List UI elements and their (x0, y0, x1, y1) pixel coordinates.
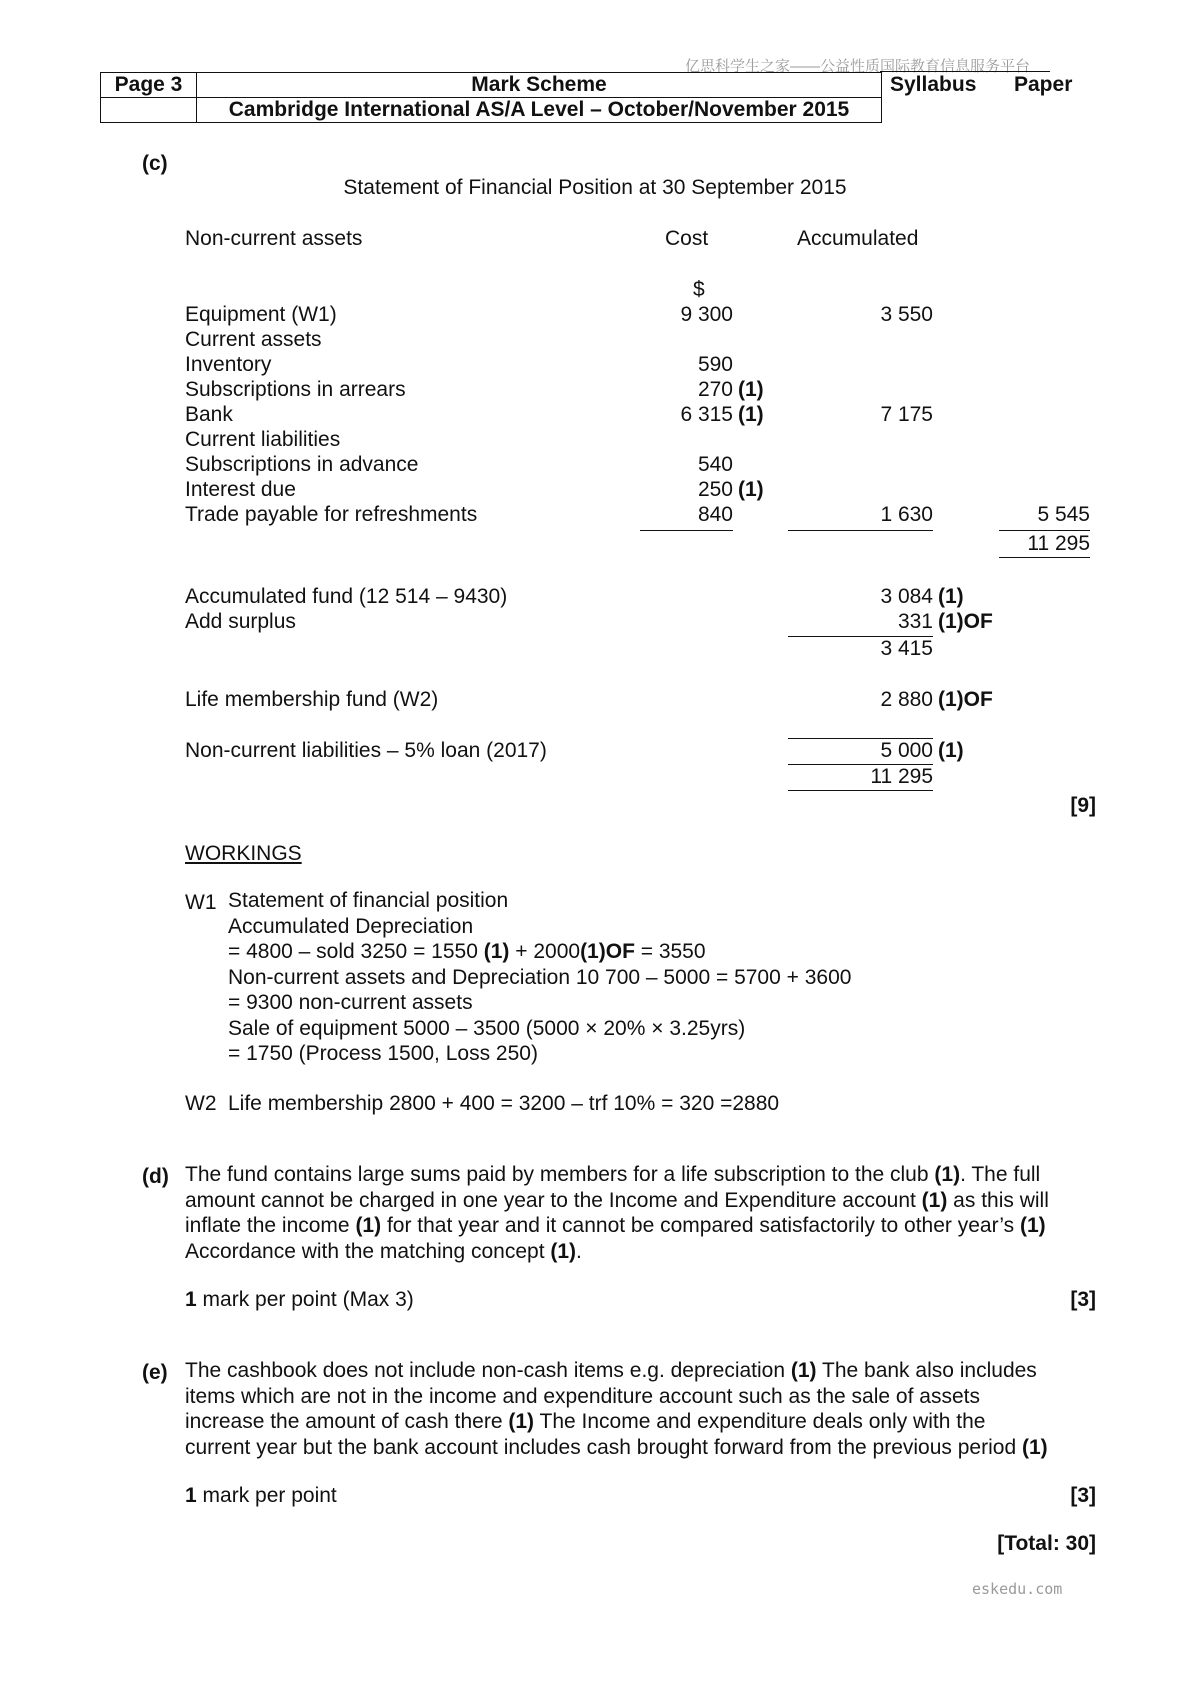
final-total: 11 295 (870, 765, 933, 788)
row-inventory-label: Inventory (185, 353, 272, 376)
row-equipment-cost: 9 300 (680, 303, 733, 326)
row-loan-label: Non-current liabilities – 5% loan (2017) (185, 739, 547, 762)
nca-heading: Non-current assets (185, 227, 363, 250)
watermark-top: 亿思科学生之家——公益性质国际教育信息服务平台 (685, 58, 1031, 75)
header-syllabus: Syllabus (890, 73, 977, 96)
part-d-label: (d) (142, 1165, 169, 1188)
part-d-mark-rule: 1 mark per point (Max 3) (185, 1288, 414, 1311)
current-liabilities-heading: Current liabilities (185, 428, 341, 451)
part-d-body: The fund contains large sums paid by members for a life subscription to the club (1). The full amount cannot be charged in one year to the Income and Expenditure account (1) as this will inflate the income (1) for that year and it cannot be compared satisfactorily to other year’s (1) Accordance with the matching concept (1). (185, 1163, 1049, 1263)
row-add-surplus-val: 331 (897, 610, 933, 633)
row-subtotal: 3 415 (880, 637, 933, 660)
row-net-current-assets: 5 545 (1037, 503, 1090, 526)
row-equipment-label: Equipment (W1) (185, 303, 337, 326)
row-equipment-accum: 3 550 (880, 303, 933, 326)
col-accumulated: Accumulated (797, 227, 919, 250)
w2-text: Life membership 2800 + 400 = 3200 – trf 10% = 320 =2880 (228, 1092, 780, 1115)
row-trade-payable-val: 840 (697, 503, 733, 526)
col-cost: Cost (665, 227, 709, 250)
row-interest-due-mark: (1) (738, 478, 764, 501)
row-trade-payable-total: 1 630 (880, 503, 933, 526)
current-assets-heading: Current assets (185, 328, 322, 351)
row-loan-val: 5 000 (880, 739, 933, 762)
row-bank-total: 7 175 (880, 403, 933, 426)
row-bank-val: 6 315 (680, 403, 733, 426)
sofp-title: Statement of Financial Position at 30 September 2015 (343, 176, 847, 199)
part-e-label: (e) (142, 1361, 168, 1384)
row-subs-arrears-label: Subscriptions in arrears (185, 378, 406, 401)
row-subs-arrears-val: 270 (697, 378, 733, 401)
row-interest-due-label: Interest due (185, 478, 296, 501)
row-interest-due-val: 250 (697, 478, 733, 501)
w1-tag: W1 (185, 891, 217, 914)
part-e-mark-rule: 1 mark per point (185, 1484, 337, 1507)
row-accum-fund-val: 3 084 (880, 585, 933, 608)
part-d-marks: [3] (1070, 1288, 1096, 1311)
header-paper: Paper (1014, 73, 1073, 96)
watermark-bottom: eskedu.com (972, 1580, 1063, 1598)
row-add-surplus-mark: (1)OF (938, 610, 993, 633)
currency-symbol: $ (693, 278, 705, 301)
workings-heading: WORKINGS (185, 842, 302, 865)
part-e-body: The cashbook does not include non-cash items e.g. depreciation (1) The bank also includes items which are not in the income and expenditure account such as the sale of assets increase the amount of cash there (1) The Income and expenditure deals only with the current year but the bank account includes cash brought forward from the previous period (1) (185, 1359, 1048, 1459)
row-loan-mark: (1) (938, 739, 964, 762)
row-bank-mark: (1) (738, 403, 764, 426)
page-header (100, 72, 883, 123)
row-subs-arrears-mark: (1) (738, 378, 764, 401)
row-bank-label: Bank (185, 403, 233, 426)
row-inventory-val: 590 (697, 353, 733, 376)
part-c-marks: [9] (1070, 794, 1096, 817)
row-trade-payable-label: Trade payable for refreshments (185, 503, 478, 526)
grand-total: 11 295 (1027, 532, 1090, 555)
row-accum-fund-label: Accumulated fund (12 514 – 9430) (185, 585, 508, 608)
row-life-fund-mark: (1)OF (938, 688, 993, 711)
row-accum-fund-mark: (1) (938, 585, 964, 608)
header-title: Mark Scheme (197, 73, 882, 98)
page-number: Page 3 (101, 73, 197, 98)
w2-tag: W2 (185, 1092, 217, 1115)
header-subtitle: Cambridge International AS/A Level – October/November 2015 (197, 98, 882, 123)
row-life-fund-label: Life membership fund (W2) (185, 688, 439, 711)
row-subs-advance-val: 540 (697, 453, 733, 476)
total-marks: [Total: 30] (997, 1532, 1096, 1555)
part-e-marks: [3] (1070, 1484, 1096, 1507)
row-life-fund-val: 2 880 (880, 688, 933, 711)
part-c-label: (c) (142, 152, 168, 175)
row-add-surplus-label: Add surplus (185, 610, 296, 633)
w1-body: Statement of financial position Accumulated Depreciation = 4800 – sold 3250 = 1550 (1) + 2000(1)OF = 3550 Non-current assets and Depreciation 10 700 – 5000 = 5700 + 3600 = 9300 non-current assets Sale of equipment 5000 – 3500 (5000 × 20% × 3.25yrs) = 1750 (Process 1500, Loss 250) (228, 889, 852, 1065)
row-subs-advance-label: Subscriptions in advance (185, 453, 419, 476)
